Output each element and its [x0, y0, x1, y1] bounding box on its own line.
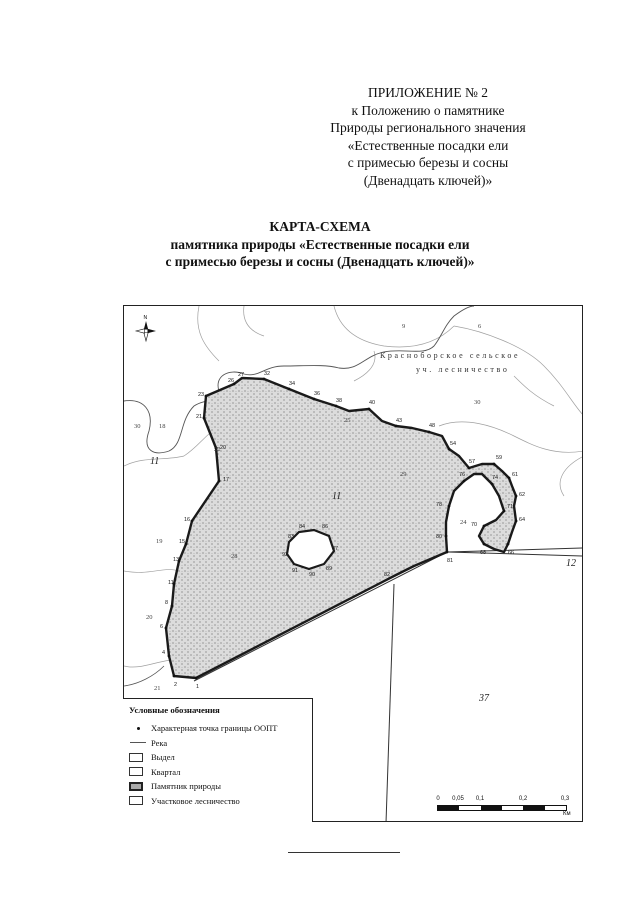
- quarter-label-12: 12: [566, 558, 576, 569]
- svg-text:9: 9: [402, 323, 406, 330]
- svg-text:48: 48: [429, 423, 436, 429]
- svg-text:11: 11: [168, 580, 174, 586]
- svg-text:68: 68: [480, 550, 487, 556]
- svg-text:84: 84: [299, 524, 306, 530]
- svg-text:62: 62: [519, 492, 526, 498]
- scale-tick-1: 0,05: [452, 796, 464, 802]
- svg-text:17: 17: [223, 477, 230, 483]
- svg-text:43: 43: [396, 418, 403, 424]
- svg-text:23: 23: [198, 392, 205, 398]
- quarter-label-11-west: 11: [150, 456, 160, 467]
- legend-item-label: Река: [151, 737, 168, 748]
- svg-text:78: 78: [436, 502, 443, 508]
- parcel-icon: [129, 753, 143, 762]
- nature-monument-icon: [129, 782, 143, 791]
- svg-text:36: 36: [314, 391, 321, 397]
- appendix-line-2: к Положению о памятнике: [351, 102, 505, 118]
- svg-text:59: 59: [496, 455, 503, 461]
- legend-item-point: [129, 721, 312, 736]
- appendix-line-3: Природы регионального значения: [330, 120, 526, 135]
- svg-text:15: 15: [179, 539, 186, 545]
- legend-item-label: Характерная точка границы ООПТ: [151, 723, 278, 734]
- title-line-1: КАРТА-СХЕМА: [269, 219, 371, 234]
- quarter-label-11-center: 11: [332, 491, 342, 502]
- svg-text:13: 13: [173, 557, 180, 563]
- svg-text:28: 28: [231, 553, 238, 560]
- svg-text:21: 21: [154, 685, 161, 692]
- quarter-icon: [129, 767, 143, 776]
- svg-text:6: 6: [160, 624, 164, 630]
- svg-text:27: 27: [238, 372, 245, 378]
- svg-text:34: 34: [289, 381, 296, 387]
- svg-text:86: 86: [322, 524, 329, 530]
- legend-item-parcel: [129, 750, 312, 765]
- legend-item-label: Квартал: [151, 766, 181, 777]
- legend-item-label: Участковое лесничество: [151, 795, 240, 806]
- svg-text:30: 30: [134, 423, 141, 430]
- forestry-area-icon: [129, 796, 143, 805]
- svg-text:26: 26: [228, 378, 235, 384]
- svg-text:74: 74: [492, 475, 499, 481]
- north-arrow-icon: [136, 315, 156, 341]
- legend: [123, 698, 313, 822]
- svg-text:89: 89: [326, 566, 333, 572]
- document-title: [0, 218, 640, 271]
- protected-area: [166, 378, 519, 678]
- title-line-3: с примесью березы и сосны (Двенадцать ключей)»: [165, 254, 475, 269]
- svg-text:70: 70: [471, 522, 478, 528]
- legend-item-forestry: [129, 794, 312, 809]
- scale-tick-0: 0: [436, 796, 440, 802]
- svg-text:83: 83: [288, 534, 295, 540]
- svg-text:32: 32: [264, 371, 271, 377]
- quarter-label-37: 37: [479, 693, 489, 704]
- legend-item-label: Выдел: [151, 752, 175, 763]
- svg-text:4: 4: [162, 650, 166, 656]
- forestry-label-line2: уч. лесничество: [416, 365, 510, 374]
- svg-text:2: 2: [174, 682, 178, 688]
- scale-unit: Км: [563, 811, 571, 817]
- svg-text:54: 54: [450, 441, 457, 447]
- scale-bar-graphic: [437, 805, 567, 811]
- scale-bar: [437, 796, 570, 820]
- appendix-line-5: с примесью березы и сосны: [347, 155, 509, 170]
- appendix-line-1: ПРИЛОЖЕНИЕ № 2: [367, 85, 489, 100]
- svg-text:29: 29: [400, 471, 407, 478]
- svg-text:18: 18: [159, 423, 166, 430]
- scale-tick-4: 0,3: [560, 796, 570, 802]
- bottom-rule: [288, 852, 400, 853]
- svg-text:92: 92: [282, 552, 289, 558]
- legend-title: Условные обозначения: [129, 705, 220, 715]
- legend-item-river: [129, 736, 312, 751]
- svg-text:57: 57: [469, 459, 476, 465]
- appendix-line-6: (Двенадцать ключей)»: [363, 172, 493, 188]
- scale-tick-2: 0,1: [475, 796, 485, 802]
- svg-text:80: 80: [436, 534, 443, 540]
- svg-text:91: 91: [292, 568, 299, 574]
- boundary-point-icon: [129, 724, 147, 733]
- legend-item-quarter: [129, 765, 312, 780]
- svg-text:30: 30: [474, 399, 481, 406]
- svg-text:64: 64: [519, 517, 526, 523]
- svg-text:81: 81: [447, 558, 454, 564]
- appendix-line-4: «Естественные посадки ели: [347, 137, 509, 153]
- title-line-2: памятника природы «Естественные посадки ели: [170, 236, 470, 252]
- svg-text:19: 19: [156, 538, 163, 545]
- appendix-block: [278, 84, 578, 189]
- svg-text:90: 90: [309, 572, 316, 578]
- svg-text:1: 1: [196, 684, 200, 690]
- svg-text:87: 87: [332, 546, 339, 552]
- svg-text:21: 21: [196, 414, 203, 420]
- svg-text:82: 82: [384, 572, 391, 578]
- svg-text:20: 20: [220, 445, 227, 451]
- svg-text:76: 76: [459, 472, 466, 478]
- svg-text:22: 22: [214, 446, 221, 453]
- legend-item-label: Памятник природы: [151, 781, 221, 792]
- legend-item-monument: [129, 779, 312, 794]
- river-branch: [124, 666, 164, 686]
- svg-text:61: 61: [512, 472, 519, 478]
- svg-text:20: 20: [146, 614, 153, 621]
- svg-text:16: 16: [184, 517, 191, 523]
- scale-tick-3: 0,2: [518, 796, 528, 802]
- svg-text:24: 24: [460, 519, 467, 526]
- svg-text:N: N: [143, 315, 148, 321]
- svg-text:6: 6: [478, 323, 482, 330]
- svg-text:71: 71: [507, 504, 514, 510]
- forestry-label-line1: Красноборское сельское: [380, 351, 521, 360]
- svg-text:40: 40: [369, 400, 376, 406]
- river-line-icon: [129, 738, 147, 747]
- svg-text:38: 38: [336, 398, 343, 404]
- svg-text:25: 25: [344, 417, 351, 424]
- svg-text:8: 8: [165, 600, 169, 606]
- svg-text:66: 66: [508, 550, 515, 556]
